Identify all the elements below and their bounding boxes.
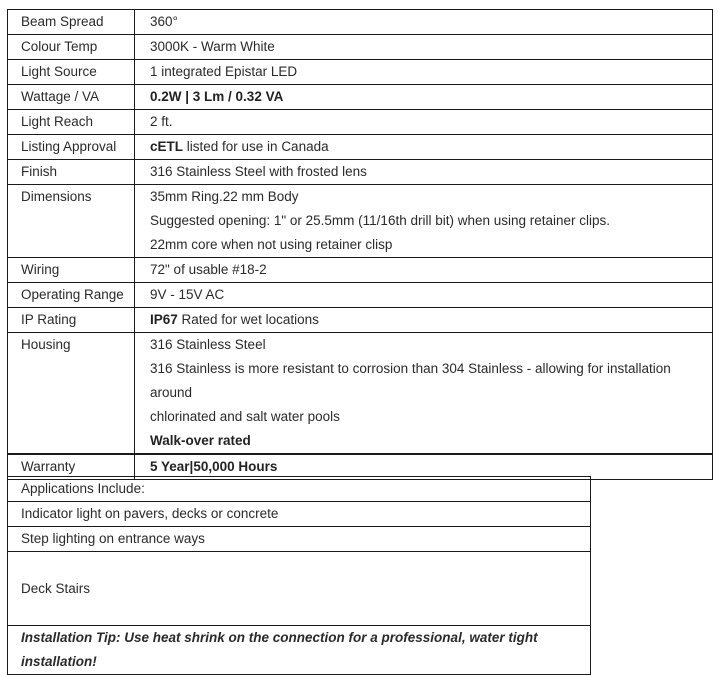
spec-row-finish [8,160,713,185]
application-row [8,552,591,626]
spec-value: 72" of usable #18-2 [135,258,713,283]
spec-row-ip-rating [8,308,713,333]
spec-value: 3000K - Warm White [135,35,713,60]
spec-label: Colour Temp [8,35,135,60]
spec-value-line: chlorinated and salt water pools [150,409,340,424]
spec-label: IP Rating [8,308,135,333]
spec-value-bold: cETL [150,139,184,154]
spec-label: Finish [8,160,135,185]
spec-row-housing [8,333,713,455]
spec-value-line: 316 Stainless is more resistant to corrosion than 304 Stainless - allowing for installation around [150,361,671,400]
spec-row-operating-range [8,283,713,308]
spec-value [135,85,713,110]
spec-value [135,185,713,258]
spec-value-bold: 5 Year|50,000 Hours [150,459,278,474]
spec-value: 316 Stainless Steel with frosted lens [135,160,713,185]
spec-row-listing-approval [8,135,713,160]
application-row [8,502,591,527]
spec-label: Wattage / VA [8,85,135,110]
spec-row-dimensions [8,185,713,258]
spec-value-bold: IP67 [150,312,178,327]
application-row [8,527,591,552]
spec-value [135,135,713,160]
applications-table [7,476,591,675]
spec-value: 360° [135,10,713,35]
spec-value-line: 316 Stainless Steel [150,337,266,352]
spec-value-bold: 0.2W | 3 Lm / 0.32 VA [150,89,284,104]
spec-value-bold: Walk-over rated [150,433,251,448]
spec-label: Light Reach [8,110,135,135]
spec-label: Warranty [8,454,135,480]
applications-heading: Applications Include: [8,477,591,502]
spec-value-rest: listed for use in Canada [183,139,329,154]
spec-row-light-source [8,60,713,85]
application-item: Step lighting on entrance ways [8,527,591,552]
spec-row-wiring [8,258,713,283]
spec-label: Housing [8,333,135,455]
spec-label: Listing Approval [8,135,135,160]
spec-label: Beam Spread [8,10,135,35]
installation-tip-row [8,626,591,675]
spec-value-rest: Rated for wet locations [177,312,319,327]
applications-heading-row [8,477,591,502]
spec-row-light-reach [8,110,713,135]
spec-row-colour-temp [8,35,713,60]
spec-value-line: Suggested opening: 1" or 25.5mm (11/16th drill bit) when using retainer clips. [150,213,611,228]
spec-value: 2 ft. [135,110,713,135]
spec-value: 1 integrated Epistar LED [135,60,713,85]
spec-label: Light Source [8,60,135,85]
spec-value [135,333,713,455]
application-item: Indicator light on pavers, decks or concrete [8,502,591,527]
spec-value-line: 35mm Ring.22 mm Body [150,189,299,204]
spec-row-wattage [8,85,713,110]
spec-label: Dimensions [8,185,135,258]
spec-label: Wiring [8,258,135,283]
specifications-table [7,9,713,480]
spec-label: Operating Range [8,283,135,308]
spec-value-line: 22mm core when not using retainer clisp [150,237,393,252]
application-item: Deck Stairs [8,552,591,626]
spec-value: 9V - 15V AC [135,283,713,308]
spec-value [135,308,713,333]
spec-row-beam-spread [8,10,713,35]
installation-tip: Installation Tip: Use heat shrink on the connection for a professional, water tight installation! [8,626,591,675]
